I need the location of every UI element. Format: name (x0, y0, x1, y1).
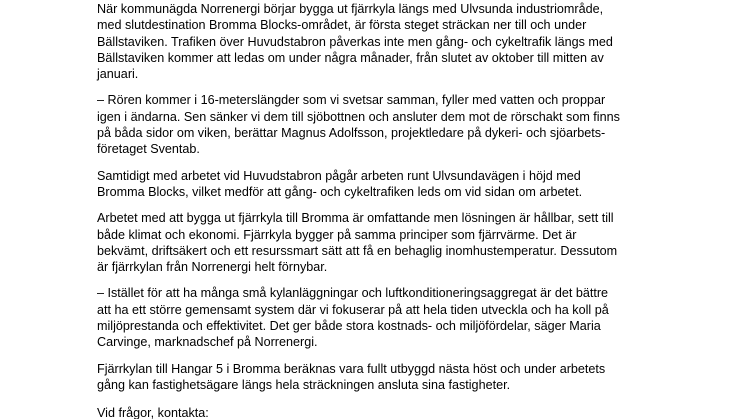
text-line: Samtidigt med arbetet vid Huvudstabron pågår arbeten runt Ulvsundavägen i höjd med (97, 168, 581, 183)
contact-heading: Vid frågor, kontakta: (97, 406, 209, 419)
text-line: på båda sidor om viken, berättar Magnus Adolfsson, projektledare på dykeri- och sjöarbets- (97, 126, 606, 141)
text-line: är fjärrkylan från Norrenergi helt förnybar. (97, 260, 328, 275)
paragraph-intro (97, 1, 746, 82)
text-line: Bromma Blocks, vilket medför att gång- och cykeltrafiken leds om vid sidan om arbetet. (97, 184, 583, 199)
text-line: gång kan fastighetsägare längs hela sträckningen ansluta sina fastigheter. (97, 377, 511, 392)
text-line: miljöprestanda och effektivitet. Det ger både stora kostnads- och miljöfördelar, säger Maria (97, 319, 601, 334)
paragraph-quote-carvinge (97, 285, 746, 350)
text-line: januari. (97, 67, 139, 82)
text-line: igen i ändarna. Sen sänker vi dem till sjöbottnen och ansluter dem mot de rörschakt som finns (97, 109, 620, 124)
text-line: Carvinge, marknadschef på Norrenergi. (97, 335, 318, 350)
article-body (97, 1, 746, 403)
text-line: – Istället för att ha många små kylanläggningar och luftkonditioneringsaggregat är det bättre (97, 286, 609, 301)
text-line: bekvämt, driftsäkert och ett resurssmart sätt att få en behaglig inomhustemperatur. Dessutom (97, 243, 618, 258)
text-line: både klimat och ekonomi. Fjärrkyla bygger på samma principer som fjärrvärme. Det är (97, 227, 577, 242)
paragraph-ulvsundavagen (97, 168, 746, 201)
text-line: Bällstaviken kommer att ledas om under några månader, från slutet av oktober till mitten av (97, 50, 604, 65)
text-line: med slutdestination Bromma Blocks-området, är första steget sträckan ner till och under (97, 18, 587, 33)
text-line: När kommunägda Norrenergi börjar bygga ut fjärrkyla längs med Ulvsunda industriområde, (97, 2, 604, 16)
text-line: Arbetet med att bygga ut fjärrkyla till Bromma är omfattande men lösningen är hållbar, sett till (97, 211, 614, 226)
paragraph-quote-adolfsson (97, 92, 746, 157)
text-line: Bällstaviken. Trafiken över Huvudstabron påverkas inte men gång- och cykeltrafik längs med (97, 34, 613, 49)
text-line: – Rören kommer i 16-meterslängder som vi svetsar samman, fyller med vatten och proppar (97, 93, 606, 108)
text-line: att ha ett större gemensamt system där vi fokuserar på att hela tiden utveckla och ha koll på (97, 302, 609, 317)
text-line: företaget Sventab. (97, 142, 200, 157)
paragraph-fjarrkyla (97, 210, 746, 275)
paragraph-hangar5 (97, 361, 746, 394)
text-line: Fjärrkylan till Hangar 5 i Bromma beräknas vara fullt utbyggd nästa höst och under arbetets (97, 361, 606, 376)
